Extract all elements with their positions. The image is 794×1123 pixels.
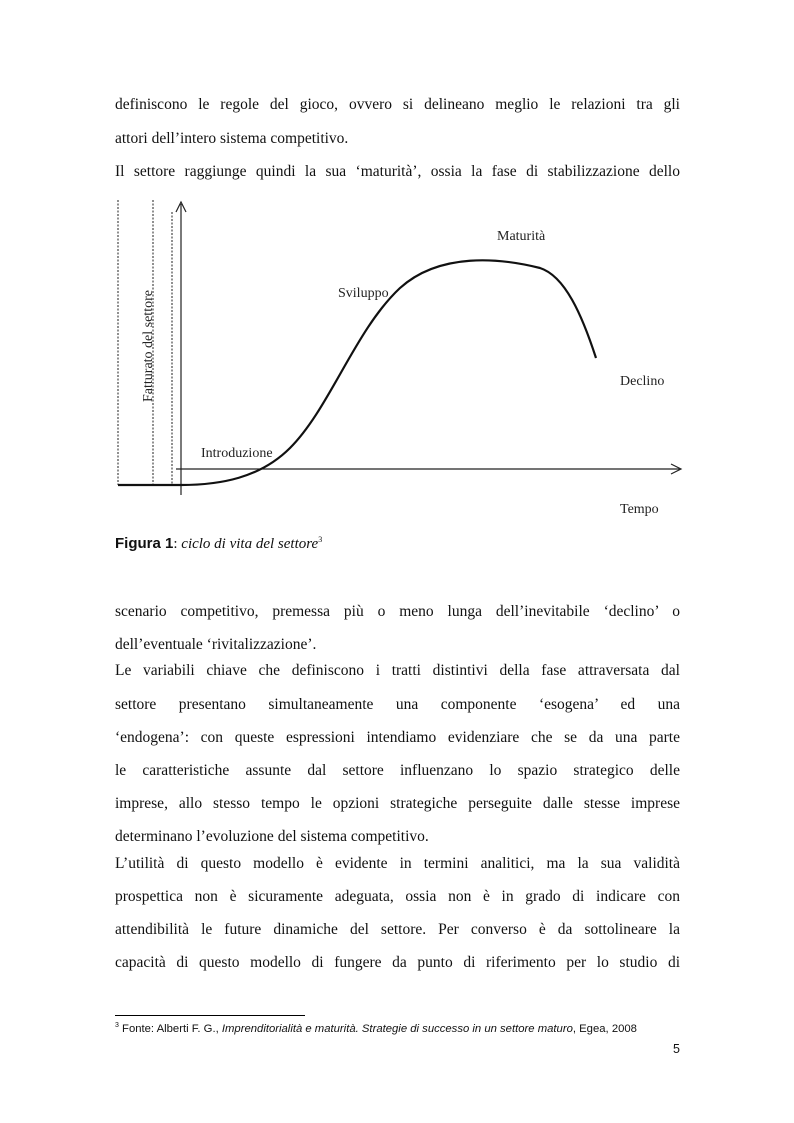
- footnote: [115, 1022, 690, 1035]
- body-text-line: prospettica non è sicuramente adeguata, ossia non è in grado di indicare con: [115, 888, 680, 905]
- body-text-line: settore presentano simultaneamente una componente ‘esogena’ ed una: [115, 696, 680, 713]
- stage-label-maturita: Maturità: [497, 229, 546, 244]
- footnote-number: 3: [115, 1022, 119, 1029]
- caption-separator: :: [173, 536, 182, 552]
- footnote-title: Imprenditorialità e maturità. Strategie di successo in un settore maturo: [221, 1022, 573, 1035]
- body-text-line: L’utilità di questo modello è evidente in termini analitici, ma la sua validità: [115, 855, 680, 872]
- body-text-line: imprese, allo stesso tempo le opzioni strategiche perseguite dalle stesse imprese: [115, 795, 680, 812]
- caption-text: ciclo di vita del settore: [181, 536, 319, 552]
- body-text-line: definiscono le regole del gioco, ovvero si delineano meglio le relazioni tra gli: [115, 96, 680, 113]
- y-axis-label: Fatturato del settore: [141, 290, 156, 402]
- body-text-line: le caratteristiche assunte dal settore influenzano lo spazio strategico delle: [115, 762, 680, 779]
- body-text-line: Le variabili chiave che definiscono i tratti distintivi della fase attraversata dal: [115, 662, 680, 679]
- caption-label: Figura 1: [115, 535, 174, 552]
- body-text-line: dell’eventuale ‘rivitalizzazione’.: [115, 636, 317, 653]
- footnote-prefix: Fonte: Alberti F. G.,: [118, 1022, 222, 1035]
- footnote-separator: [115, 1015, 305, 1016]
- body-text-line: ‘endogena’: con queste espressioni intendiamo evidenziare che se da una parte: [115, 729, 680, 746]
- stage-label-declino: Declino: [620, 374, 665, 389]
- body-text-line: determinano l’evoluzione del sistema competitivo.: [115, 828, 429, 845]
- body-text-line: capacità di questo modello di fungere da punto di riferimento per lo studio di: [115, 954, 680, 971]
- stage-label-sviluppo: Sviluppo: [338, 286, 389, 301]
- body-text-line: Il settore raggiunge quindi la sua ‘maturità’, ossia la fase di stabilizzazione dello: [115, 163, 680, 180]
- body-text-line: scenario competitivo, premessa più o meno lunga dell’inevitabile ‘declino’ o: [115, 603, 680, 620]
- footnote-ref[interactable]: 3: [318, 535, 323, 544]
- body-text-line: attori dell’intero sistema competitivo.: [115, 130, 349, 147]
- page-number: 5: [673, 1042, 680, 1056]
- footnote-suffix: , Egea, 2008: [572, 1022, 637, 1035]
- stage-label-introduzione: Introduzione: [201, 446, 273, 461]
- life-cycle-diagram: [110, 190, 700, 530]
- body-text-line: attendibilità le future dinamiche del settore. Per converso è da sottolineare la: [115, 921, 680, 938]
- figure-caption: [115, 535, 322, 553]
- x-axis-label: Tempo: [620, 502, 659, 517]
